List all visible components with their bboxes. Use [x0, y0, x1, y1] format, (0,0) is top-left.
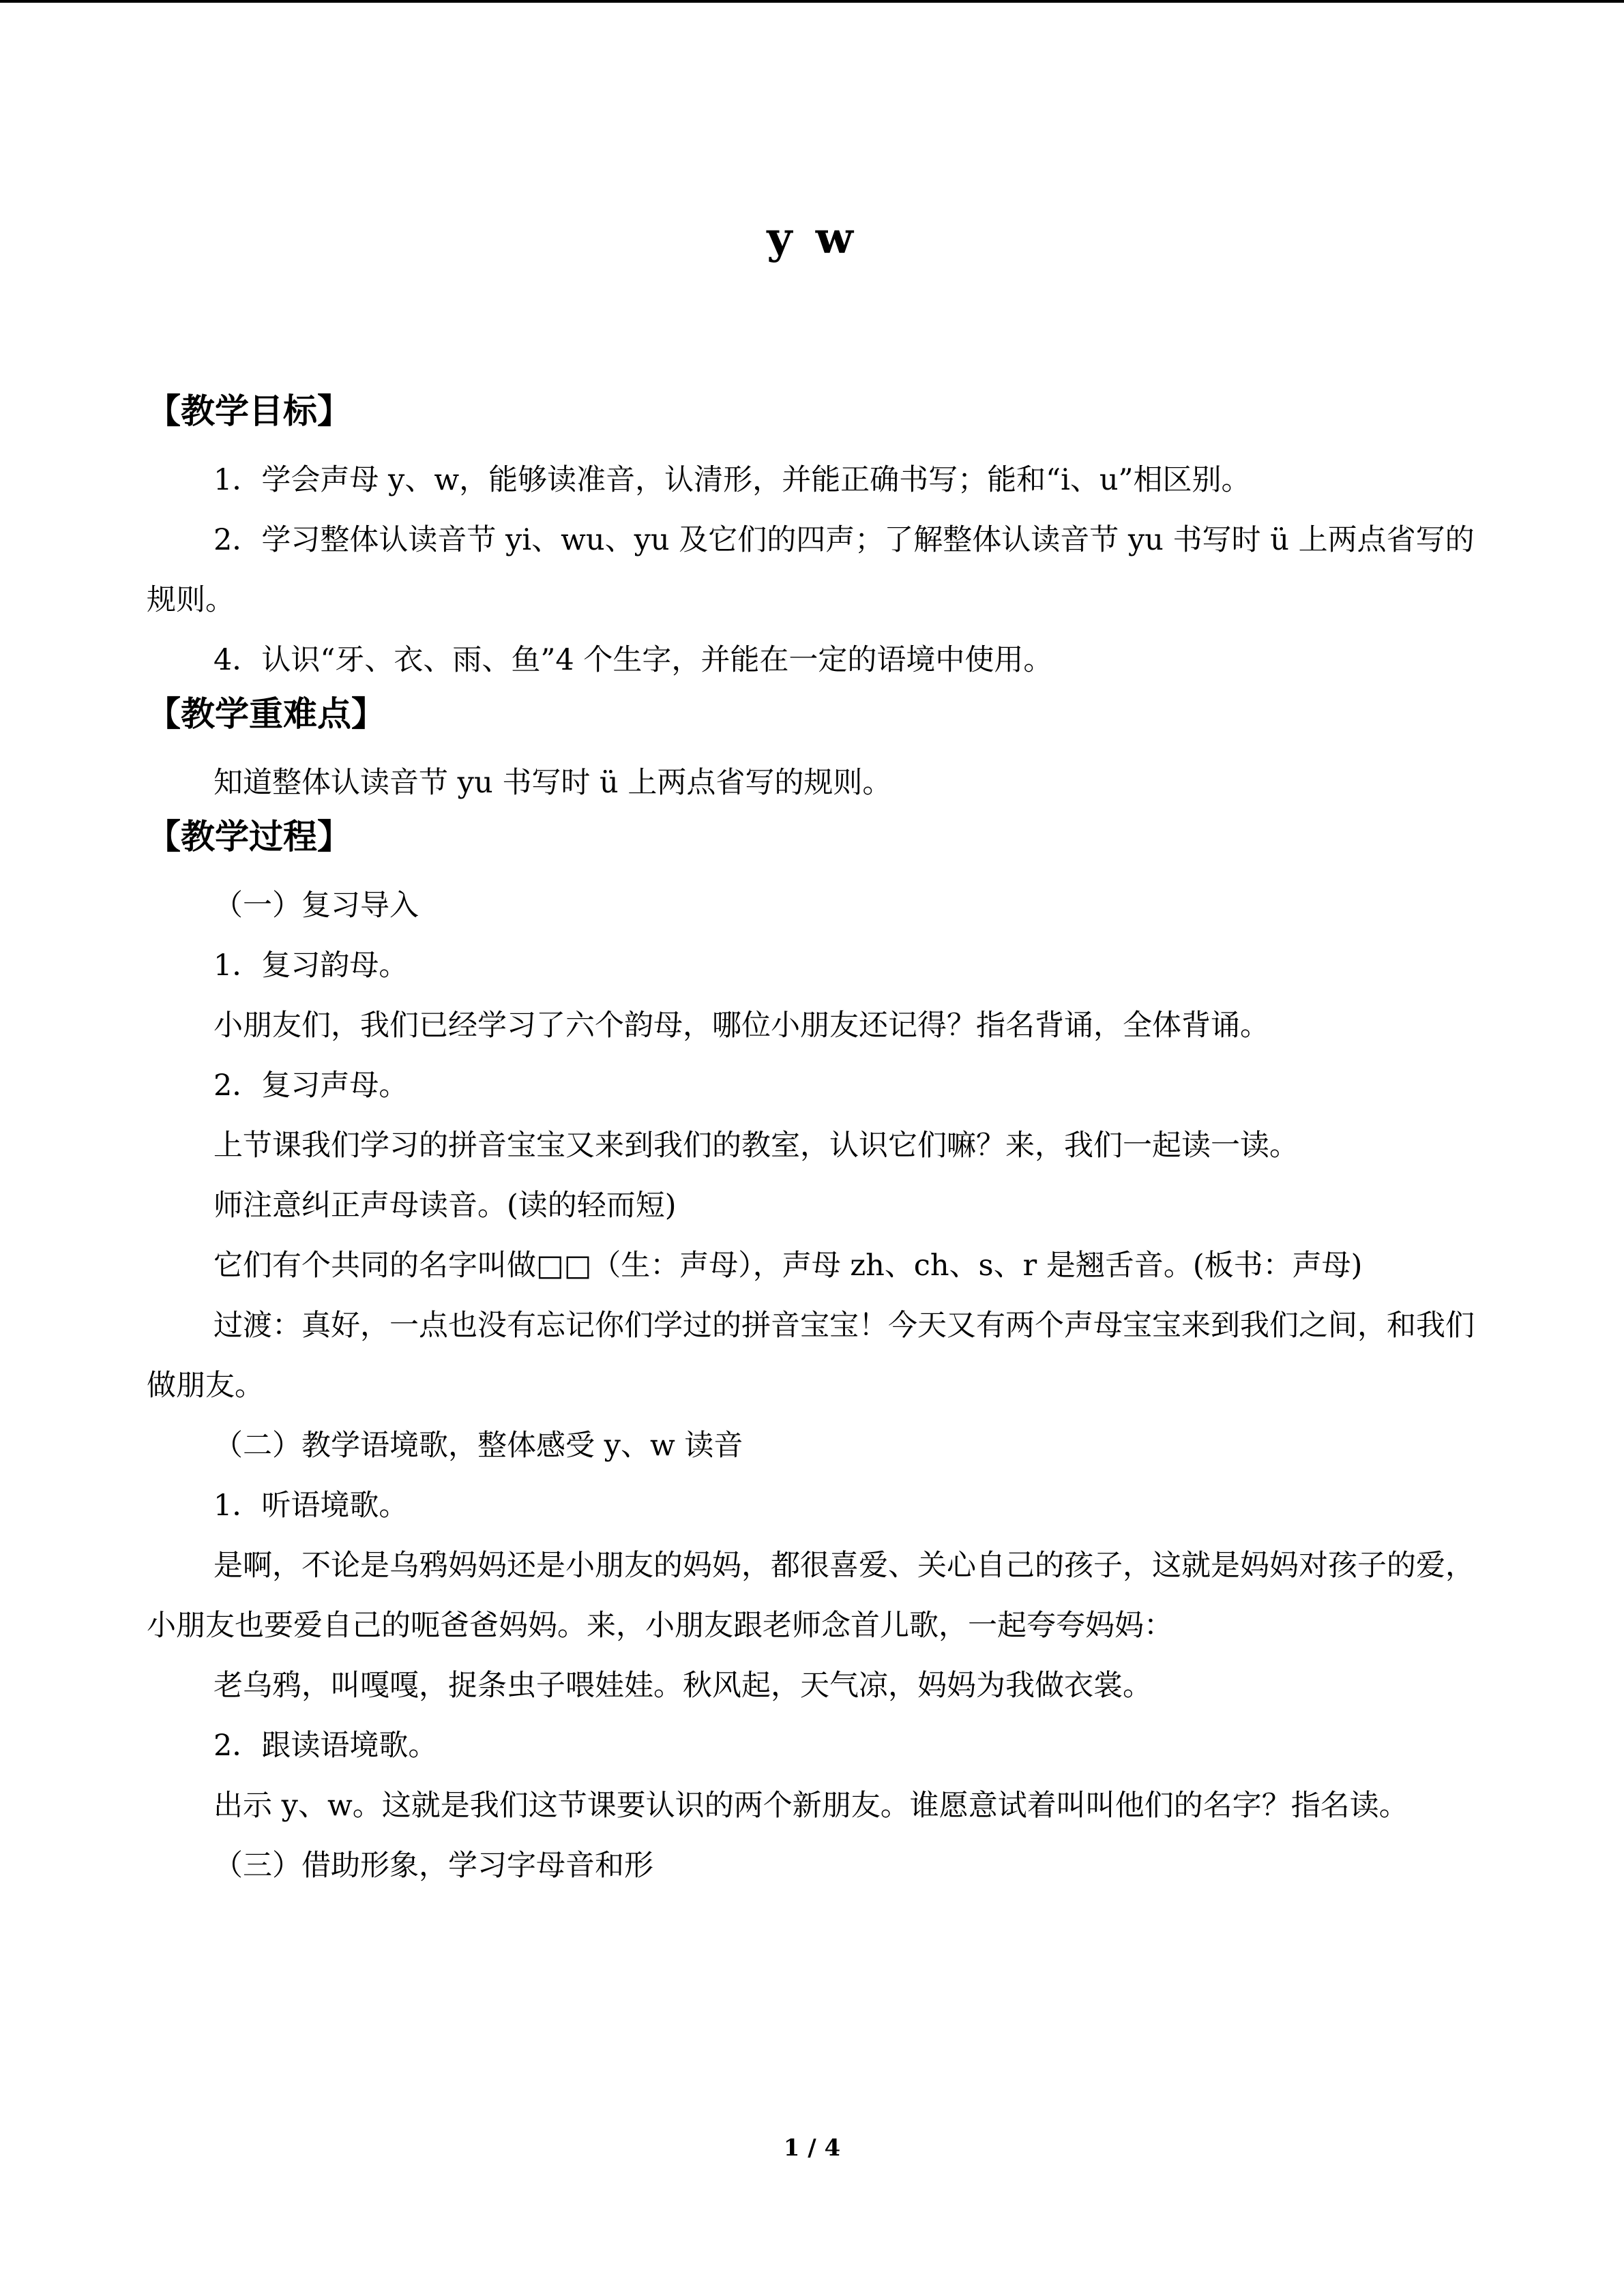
process-paragraph: 1．听语境歌。: [213, 1489, 409, 1523]
goal-paragraph: 1．学会声母 y、w，能够读准音，认清形，并能正确书写；能和“i、u”相区别。: [213, 463, 1251, 497]
process-paragraph: （二）教学语境歌，整体感受 y、w 读音: [213, 1429, 743, 1463]
top-border-line: [0, 0, 1624, 3]
process-paragraph: 小朋友们，我们已经学习了六个韵母，哪位小朋友还记得？指名背诵，全体背诵。: [213, 1009, 1269, 1043]
process-paragraph: 老乌鸦，叫嘎嘎，捉条虫子喂娃娃。秋风起，天气凉，妈妈为我做衣裳。: [213, 1669, 1152, 1703]
process-paragraph: （三）借助形象，学习字母音和形: [213, 1849, 653, 1883]
process-paragraph: 2．跟读语境歌。: [213, 1729, 438, 1763]
process-paragraph: 出示 y、w。这就是我们这节课要认识的两个新朋友。谁愿意试着叫叫他们的名字？指名读。: [213, 1789, 1408, 1823]
spacer: [147, 435, 1477, 450]
goal-paragraph: 4．认识“牙、衣、雨、鱼”4 个生字，并能在一定的语境中使用。: [213, 643, 1053, 677]
process-paragraph: 师注意纠正声母读音。(读的轻而短): [213, 1189, 677, 1223]
spacer: [147, 861, 1477, 876]
process-paragraph: 是啊，不论是乌鸦妈妈还是小朋友的妈妈，都很喜爱、关心自己的孩子，这就是妈妈对孩子的爱，小朋友也要爱自己的呃爸爸妈妈。来，小朋友跟老师念首儿歌，一起夸夸妈妈：: [147, 1549, 1475, 1643]
process-paragraph: （一）复习导入: [213, 889, 419, 923]
process-paragraph: 2．复习声母。: [213, 1069, 409, 1103]
section-heading-process: 【教学过程】: [147, 816, 351, 856]
section-heading-key-points: 【教学重难点】: [147, 694, 385, 734]
process-paragraph: 过渡：真好，一点也没有忘记你们学过的拼音宝宝！今天又有两个声母宝宝来到我们之间，和我们做朋友。: [147, 1309, 1475, 1403]
section-heading-goals: 【教学目标】: [147, 391, 351, 431]
key-point-paragraph: 知道整体认读音节 yu 书写时 ü 上两点省写的规则。: [213, 766, 892, 800]
document-body: [147, 387, 1477, 1896]
process-paragraph: 上节课我们学习的拼音宝宝又来到我们的教室，认识它们嘛？来，我们一起读一读。: [213, 1129, 1299, 1163]
process-paragraph: 它们有个共同的名字叫做□□（生：声母），声母 zh、ch、s、r 是翘舌音。(板书：声母): [213, 1249, 1363, 1283]
spacer: [147, 738, 1477, 753]
process-paragraph: 1．复习韵母。: [213, 949, 409, 983]
page-number: 1 / 4: [783, 2134, 841, 2162]
goal-paragraph: 2．学习整体认读音节 yi、wu、yu 及它们的四声；了解整体认读音节 yu 书写时 ü 上两点省写的规则。: [147, 523, 1475, 617]
document-title: y w: [767, 213, 857, 264]
